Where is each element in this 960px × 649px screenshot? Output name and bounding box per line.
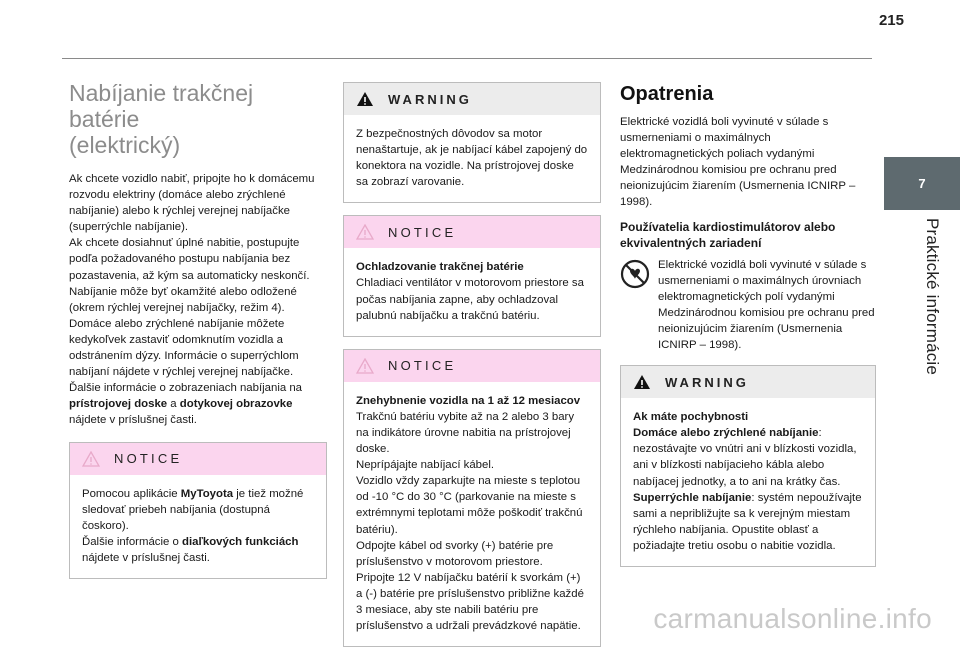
section-heading-charging: Nabíjanie trakčnej batérie (elektrický) [69,80,254,158]
warning-triangle-icon [633,374,651,390]
column-warnings [343,82,601,647]
notice-header [344,350,600,382]
watermark: carmanualsonline.info [653,603,932,634]
paragraph: Domáce alebo zrýchlené nabíjanie môžete kedykoľvek zastaviť odomknutím vozidla a odstránením dýzy. Informácie o superrýchlom nabíjaní nájdete v rýchlej verejnej nabíjačke. [69,317,299,379]
paragraph: Ak chcete vozidlo nabiť, pripojte ho k domácemu rozvodu elektriny (domáce alebo zrýchlené nabíjanie) alebo k rýchlej verejnej nabíjačke (superrýchle nabíjanie). [69,173,315,234]
notice-body: Znehybnenie vozidla na 1 až 12 mesiacov Trakčnú batériu vybite až na 2 alebo 3 bary na indikátore úrovne nabitia na prístrojovej doske. Neprípájajte nabíjací kábel. Vozidlo vždy zaparkujte na mieste s teplotou od -10 °C do 30 °C (parkovanie na mieste s extrémnymi teplotami môže poškodiť trakčnú batériu). Odpojte kábel od svorky (+) batérie pre príslušenstvo v motorovom priestore. Pripojte 12 V nabíjačku batérií k svorkám (+) a (-) batérie pre príslušenstvo približne každé 3 mesiace, aby ste nabili batériu pre príslušenstvo a udržali prevádzkové napätie. [356,394,584,633]
notice-box-immobilization [343,349,601,647]
paragraph: Ak chcete dosiahnuť úplné nabitie, postupujte podľa požadovaného postupu nabíjania bez pozastavenia, až kým sa automaticky neskončí. [69,237,310,282]
notice-box-cooling [343,215,601,336]
notice-header [70,443,326,475]
notice-triangle-icon [82,451,100,467]
chapter-tab[interactable]: 7 [884,157,960,210]
notice-header [344,216,600,248]
warning-box-pacemaker [620,365,876,567]
notice-title: NOTICE [388,224,457,240]
notice-body: Ochladzovanie trakčnej batérie Chladiaci ventilátor v motorovom priestore sa počas nabíjania zapne, aby ochladzoval palubnú nabíjačku a trakčnú batériu. [356,261,584,322]
notice-triangle-icon [356,224,374,240]
column-precautions [620,80,876,567]
paragraph: Elektrické vozidlá boli vyvinuté v súlade s usmerneniami o maximálnych elektromagnetických poliach vydanými Medzinárodnou komisiou pre ochranu pred neionizujúcim žiarením (Usmernenia ICNIRP – 1998). [620,116,856,209]
paragraph: Nabíjanie môže byť okamžité alebo odložené (okrem rýchlej verejnej nabíjačky, režim 4). [69,285,297,314]
chapter-title: Praktické informácie [923,218,942,376]
column-charging [69,80,327,579]
pacemaker-row [620,257,876,354]
warning-triangle-icon [356,91,374,107]
pacemaker-prohibited-icon [620,259,650,289]
section-heading-precautions: Opatrenia [620,83,714,105]
warning-header [344,83,600,115]
warning-title: WARNING [388,91,472,107]
subheading-pacemaker: Používatelia kardiostimulátorov alebo ekvivalentných zariadení [620,219,836,250]
notice-body: Pomocou aplikácie MyToyota je tiež možné sledovať priebeh nabíjania (dostupná čoskoro). Ďalšie informácie o diaľkových funkciách nájdete v príslušnej časti. [82,487,304,564]
paragraph: Ďalšie informácie o zobrazeniach nabíjania na prístrojovej doske a dotykovej obrazovke nájdete v príslušnej časti. [69,382,303,427]
warning-header [621,366,875,398]
warning-box-engine [343,82,601,203]
notice-triangle-icon [356,358,374,374]
warning-title: WARNING [665,374,749,390]
notice-title: NOTICE [388,358,457,374]
warning-body: Ak máte pochybnosti Domáce alebo zrýchlené nabíjanie: nezostávajte vo vnútri ani v blízkosti vozidla, ani v blízkosti nabíjacieho kábla alebo nabíjacej jednotky, a to ani na krátky čas. Superrýchle nabíjanie: systém nepoužívajte sami a nepribližujte sa k verejným miestam rýchleho nabíjania. Opustite oblasť a požiadajte tretiu osobu o nabitie vozidla. [633,411,862,552]
warning-body: Z bezpečnostných dôvodov sa motor nenaštartuje, ak je nabíjací kábel zapojený do konektora na vozidle. Na prístrojovej doske sa zobrazí varovanie. [356,128,588,189]
notice-title: NOTICE [114,451,183,466]
paragraph: Elektrické vozidlá boli vyvinuté v súlade s usmerneniami o maximálnych úrovniach elektromagnetických polí vydanými Medzinárodnou komisiou pre ochranu pred neionizujúcim žiarením (Usmernenia ICNIRP – 1998). [658,258,875,352]
page-number: 215 [878,12,904,29]
notice-box-app [69,442,327,579]
top-rule [62,58,872,59]
